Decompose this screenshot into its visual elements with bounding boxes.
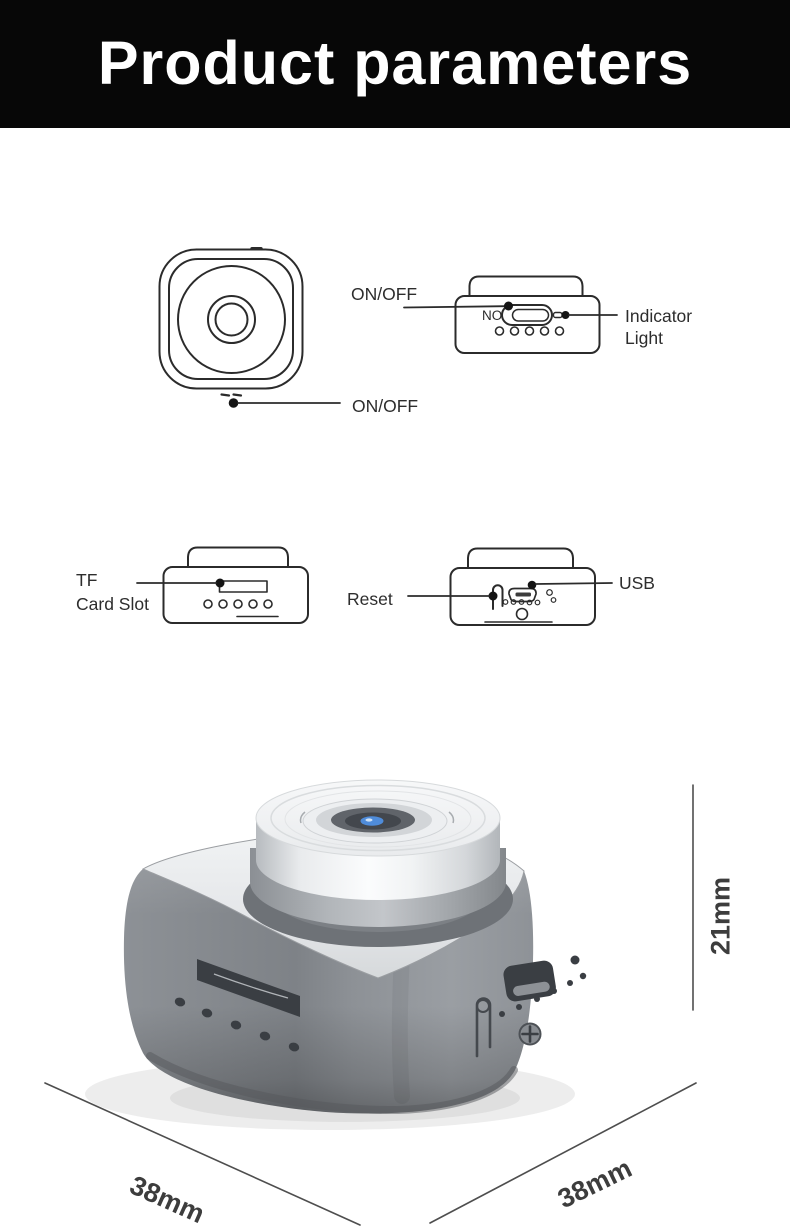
header-banner <box>0 0 790 128</box>
dimension-depth-label: 38mm <box>553 1152 637 1215</box>
dimension-height-label: 21mm <box>705 876 736 956</box>
usb-label: USB <box>619 573 655 593</box>
switch-marking-text: NO <box>482 308 503 323</box>
dimension-width-label: 38mm <box>125 1169 209 1230</box>
side-view-diagram <box>408 549 612 626</box>
mic-holes <box>496 327 564 335</box>
callout-line-usb <box>536 583 612 584</box>
callout-dot <box>528 581 537 590</box>
indicator-light-shape <box>554 313 563 318</box>
callout-dot <box>229 398 239 408</box>
lens-glass <box>361 816 384 826</box>
tf-card-slot-label: TF Card Slot <box>76 570 149 614</box>
indicator-light-label: Indicator Light <box>625 306 693 348</box>
bottom-view-diagram <box>137 548 308 624</box>
front-view-diagram <box>160 249 341 408</box>
screw <box>520 1024 541 1045</box>
power-button-label: ON/OFF <box>352 396 419 416</box>
reset-label: Reset <box>347 589 393 609</box>
camera-product-photo <box>85 780 586 1130</box>
tf-slot-shape <box>220 581 268 592</box>
camera-lens <box>250 780 506 927</box>
top-view-diagram <box>404 277 617 354</box>
lens-outline <box>178 266 285 373</box>
power-switch-label: ON/OFF <box>351 284 418 304</box>
callout-dot <box>504 302 513 311</box>
page-title: Product parameters <box>97 29 693 97</box>
mic-holes <box>204 600 272 608</box>
